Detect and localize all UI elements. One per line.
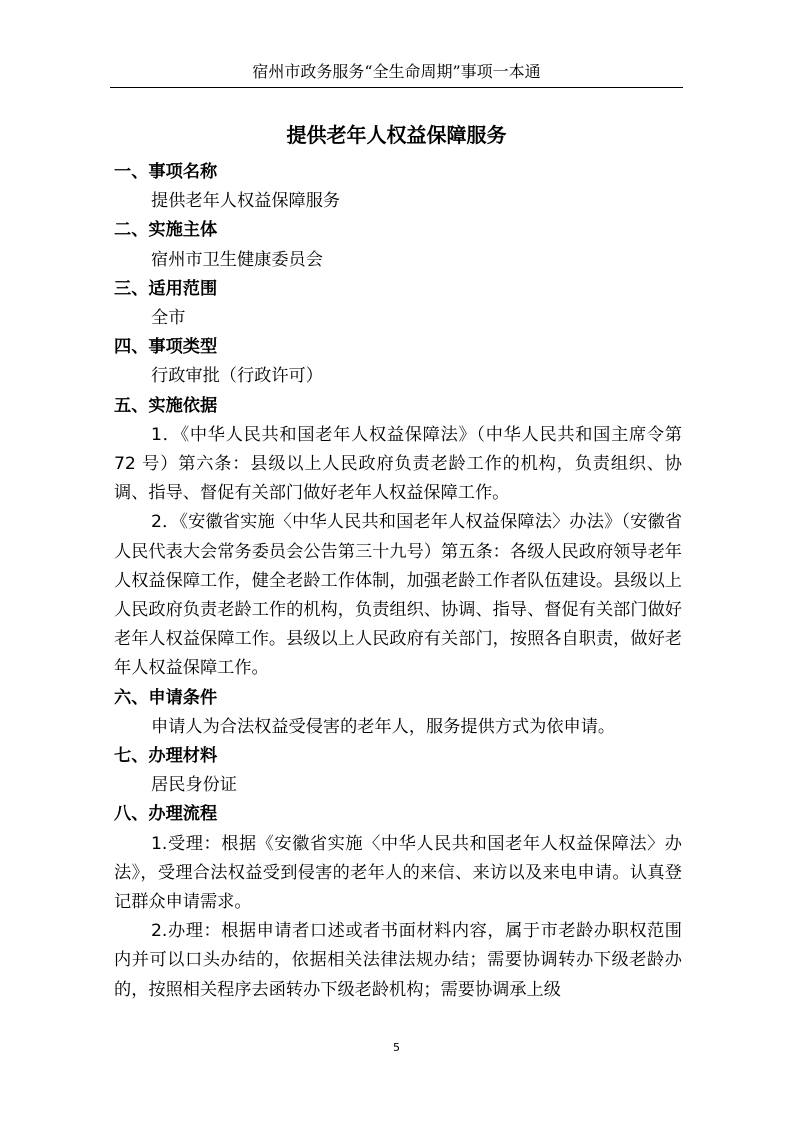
process-paragraph-1: 1.受理：根据《安徽省实施〈中华人民共和国老年人权益保障法〉办法》，受理合法权益受到侵害的老年人的来信、来访以及来电申请。认真登记群众申请需求。 (114, 833, 682, 913)
legal-basis-paragraph-1: 1．《中华人民共和国老年人权益保障法》（中华人民共和国主席令第 72 号）第六条：县级以上人民政府负责老龄工作的机构，负责组织、协调、指导、督促有关部门做好老年人权益保障工作。 (114, 424, 682, 504)
page-number: 5 (393, 1041, 400, 1054)
section-heading-process: 八、办理流程 (114, 804, 218, 825)
header-rule (110, 87, 683, 88)
section-heading-item-name: 一、事项名称 (114, 162, 218, 182)
conditions-text: 申请人为合法权益受侵害的老年人，服务提供方式为依申请。 (151, 716, 616, 737)
section-heading-implementing-body: 二、实施主体 (114, 220, 218, 241)
process-paragraph-2: 2.办理：根据申请者口述或者书面材料内容，属于市老龄办职权范围内并可以口头办结的，依据相关法律法规办结；需要协调转办下级老龄办的，按照相关程序去函转办下级老龄机构；需要协调承上级 (114, 921, 682, 1000)
section-heading-conditions: 六、申请条件 (114, 687, 218, 708)
document-title: 提供老年人权益保障服务 (286, 123, 507, 147)
scope-text: 全市 (151, 308, 186, 329)
legal-basis-paragraph-2: 2．《安徽省实施〈中华人民共和国老年人权益保障法〉办法》（安徽省人民代表大会常务委员会公告第三十九号）第五条：各级人民政府领导老年人权益保障工作，健全老龄工作体制，加强老龄工作者队伍建设。县级以上人民政府负责老龄工作的机构，负责组织、协调、指导、督促有关部门做好老年人权益保障工作。县级以上人民政府有关部门，按照各自职责，做好老年人权益保障工作。 (114, 512, 682, 679)
document-body (114, 158, 682, 1005)
item-type-text: 行政审批（行政许可） (151, 366, 323, 387)
running-header: 宿州市政务服务“全生命周期”事项一本通 (252, 62, 541, 81)
implementing-body-text: 宿州市卫生健康委员会 (151, 249, 323, 270)
materials-text: 居民身份证 (151, 775, 237, 796)
section-heading-materials: 七、办理材料 (114, 746, 218, 767)
section-heading-legal-basis: 五、实施依据 (114, 395, 218, 416)
section-heading-item-type: 四、事项类型 (114, 337, 218, 358)
section-heading-scope: 三、适用范围 (114, 278, 218, 299)
item-name-text: 提供老年人权益保障服务 (151, 191, 341, 212)
